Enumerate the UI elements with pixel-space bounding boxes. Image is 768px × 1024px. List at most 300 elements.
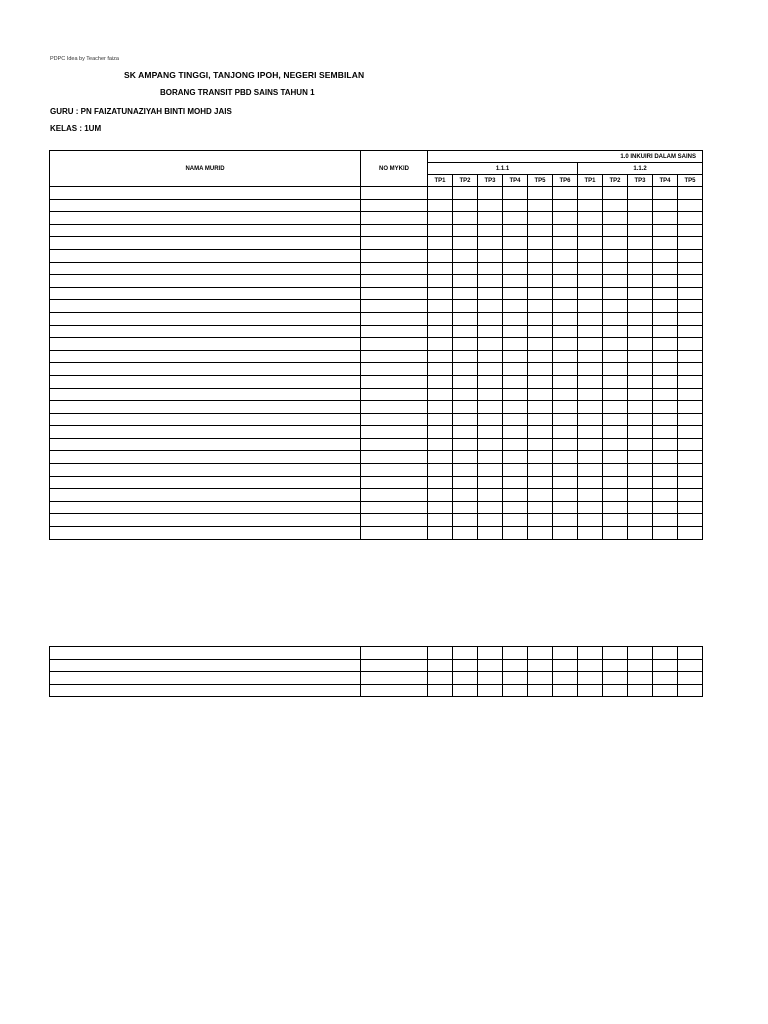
level-cell[interactable] [478, 325, 503, 338]
level-cell[interactable] [528, 224, 553, 237]
level-cell[interactable] [553, 501, 578, 514]
level-cell[interactable] [603, 325, 628, 338]
level-cell[interactable] [653, 451, 678, 464]
level-cell[interactable] [578, 312, 603, 325]
level-cell[interactable] [428, 401, 453, 414]
level-cell[interactable] [578, 338, 603, 351]
level-cell[interactable] [528, 350, 553, 363]
level-cell[interactable] [628, 275, 653, 288]
level-cell[interactable] [503, 438, 528, 451]
level-cell[interactable] [453, 476, 478, 489]
level-cell[interactable] [653, 647, 678, 660]
level-cell[interactable] [678, 413, 703, 426]
level-cell[interactable] [428, 684, 453, 697]
level-cell[interactable] [653, 350, 678, 363]
level-cell[interactable] [453, 350, 478, 363]
level-cell[interactable] [678, 659, 703, 672]
level-cell[interactable] [478, 438, 503, 451]
level-cell[interactable] [578, 438, 603, 451]
level-cell[interactable] [653, 489, 678, 502]
level-cell[interactable] [678, 451, 703, 464]
level-cell[interactable] [503, 338, 528, 351]
level-cell[interactable] [453, 388, 478, 401]
level-cell[interactable] [528, 401, 553, 414]
level-cell[interactable] [553, 237, 578, 250]
mykid-cell[interactable] [361, 659, 428, 672]
name-cell[interactable] [50, 451, 361, 464]
level-cell[interactable] [503, 388, 528, 401]
mykid-cell[interactable] [361, 375, 428, 388]
level-cell[interactable] [478, 312, 503, 325]
level-cell[interactable] [678, 426, 703, 439]
level-cell[interactable] [653, 426, 678, 439]
level-cell[interactable] [628, 363, 653, 376]
level-cell[interactable] [653, 476, 678, 489]
level-cell[interactable] [653, 212, 678, 225]
level-cell[interactable] [678, 300, 703, 313]
mykid-cell[interactable] [361, 426, 428, 439]
level-cell[interactable] [453, 224, 478, 237]
level-cell[interactable] [428, 262, 453, 275]
level-cell[interactable] [653, 312, 678, 325]
name-cell[interactable] [50, 237, 361, 250]
level-cell[interactable] [428, 501, 453, 514]
level-cell[interactable] [603, 312, 628, 325]
level-cell[interactable] [428, 325, 453, 338]
level-cell[interactable] [578, 350, 603, 363]
name-cell[interactable] [50, 476, 361, 489]
level-cell[interactable] [478, 212, 503, 225]
level-cell[interactable] [578, 684, 603, 697]
level-cell[interactable] [478, 199, 503, 212]
level-cell[interactable] [453, 275, 478, 288]
mykid-cell[interactable] [361, 262, 428, 275]
mykid-cell[interactable] [361, 325, 428, 338]
level-cell[interactable] [578, 262, 603, 275]
level-cell[interactable] [628, 388, 653, 401]
mykid-cell[interactable] [361, 338, 428, 351]
level-cell[interactable] [678, 199, 703, 212]
level-cell[interactable] [553, 426, 578, 439]
name-cell[interactable] [50, 684, 361, 697]
name-cell[interactable] [50, 527, 361, 540]
level-cell[interactable] [453, 426, 478, 439]
name-cell[interactable] [50, 375, 361, 388]
level-cell[interactable] [653, 413, 678, 426]
level-cell[interactable] [503, 312, 528, 325]
level-cell[interactable] [578, 388, 603, 401]
mykid-cell[interactable] [361, 501, 428, 514]
name-cell[interactable] [50, 363, 361, 376]
level-cell[interactable] [653, 438, 678, 451]
level-cell[interactable] [478, 249, 503, 262]
level-cell[interactable] [428, 464, 453, 477]
level-cell[interactable] [428, 672, 453, 685]
level-cell[interactable] [603, 413, 628, 426]
level-cell[interactable] [503, 224, 528, 237]
level-cell[interactable] [553, 527, 578, 540]
level-cell[interactable] [678, 375, 703, 388]
level-cell[interactable] [628, 325, 653, 338]
level-cell[interactable] [428, 476, 453, 489]
level-cell[interactable] [678, 262, 703, 275]
level-cell[interactable] [553, 350, 578, 363]
level-cell[interactable] [578, 249, 603, 262]
level-cell[interactable] [653, 464, 678, 477]
level-cell[interactable] [603, 212, 628, 225]
level-cell[interactable] [503, 287, 528, 300]
level-cell[interactable] [503, 464, 528, 477]
level-cell[interactable] [478, 672, 503, 685]
level-cell[interactable] [553, 489, 578, 502]
level-cell[interactable] [678, 224, 703, 237]
name-cell[interactable] [50, 262, 361, 275]
level-cell[interactable] [478, 501, 503, 514]
level-cell[interactable] [603, 199, 628, 212]
level-cell[interactable] [428, 199, 453, 212]
name-cell[interactable] [50, 212, 361, 225]
level-cell[interactable] [578, 527, 603, 540]
level-cell[interactable] [603, 262, 628, 275]
level-cell[interactable] [453, 413, 478, 426]
level-cell[interactable] [453, 237, 478, 250]
level-cell[interactable] [528, 438, 553, 451]
mykid-cell[interactable] [361, 401, 428, 414]
name-cell[interactable] [50, 514, 361, 527]
level-cell[interactable] [553, 659, 578, 672]
mykid-cell[interactable] [361, 312, 428, 325]
name-cell[interactable] [50, 275, 361, 288]
level-cell[interactable] [628, 287, 653, 300]
level-cell[interactable] [653, 375, 678, 388]
name-cell[interactable] [50, 300, 361, 313]
level-cell[interactable] [503, 237, 528, 250]
level-cell[interactable] [478, 262, 503, 275]
level-cell[interactable] [603, 659, 628, 672]
level-cell[interactable] [503, 212, 528, 225]
level-cell[interactable] [528, 338, 553, 351]
level-cell[interactable] [578, 212, 603, 225]
level-cell[interactable] [653, 401, 678, 414]
level-cell[interactable] [503, 527, 528, 540]
name-cell[interactable] [50, 338, 361, 351]
level-cell[interactable] [678, 647, 703, 660]
level-cell[interactable] [528, 325, 553, 338]
level-cell[interactable] [678, 438, 703, 451]
level-cell[interactable] [578, 363, 603, 376]
level-cell[interactable] [628, 375, 653, 388]
name-cell[interactable] [50, 187, 361, 200]
mykid-cell[interactable] [361, 287, 428, 300]
level-cell[interactable] [678, 212, 703, 225]
level-cell[interactable] [528, 476, 553, 489]
level-cell[interactable] [653, 249, 678, 262]
level-cell[interactable] [528, 451, 553, 464]
level-cell[interactable] [528, 514, 553, 527]
level-cell[interactable] [678, 672, 703, 685]
level-cell[interactable] [503, 672, 528, 685]
level-cell[interactable] [628, 426, 653, 439]
level-cell[interactable] [528, 187, 553, 200]
level-cell[interactable] [478, 187, 503, 200]
level-cell[interactable] [628, 438, 653, 451]
level-cell[interactable] [553, 338, 578, 351]
level-cell[interactable] [578, 647, 603, 660]
level-cell[interactable] [453, 672, 478, 685]
level-cell[interactable] [428, 275, 453, 288]
level-cell[interactable] [553, 514, 578, 527]
level-cell[interactable] [453, 451, 478, 464]
name-cell[interactable] [50, 659, 361, 672]
level-cell[interactable] [528, 426, 553, 439]
level-cell[interactable] [503, 401, 528, 414]
level-cell[interactable] [578, 489, 603, 502]
level-cell[interactable] [528, 212, 553, 225]
level-cell[interactable] [428, 527, 453, 540]
level-cell[interactable] [678, 325, 703, 338]
level-cell[interactable] [628, 672, 653, 685]
mykid-cell[interactable] [361, 672, 428, 685]
level-cell[interactable] [528, 413, 553, 426]
level-cell[interactable] [503, 350, 528, 363]
level-cell[interactable] [578, 659, 603, 672]
mykid-cell[interactable] [361, 527, 428, 540]
level-cell[interactable] [528, 684, 553, 697]
level-cell[interactable] [603, 375, 628, 388]
level-cell[interactable] [678, 237, 703, 250]
level-cell[interactable] [628, 300, 653, 313]
level-cell[interactable] [603, 287, 628, 300]
level-cell[interactable] [578, 451, 603, 464]
name-cell[interactable] [50, 413, 361, 426]
level-cell[interactable] [478, 527, 503, 540]
level-cell[interactable] [453, 300, 478, 313]
level-cell[interactable] [628, 527, 653, 540]
level-cell[interactable] [653, 527, 678, 540]
level-cell[interactable] [453, 199, 478, 212]
level-cell[interactable] [503, 501, 528, 514]
level-cell[interactable] [628, 187, 653, 200]
level-cell[interactable] [678, 401, 703, 414]
mykid-cell[interactable] [361, 464, 428, 477]
level-cell[interactable] [453, 527, 478, 540]
mykid-cell[interactable] [361, 224, 428, 237]
level-cell[interactable] [628, 338, 653, 351]
level-cell[interactable] [428, 647, 453, 660]
level-cell[interactable] [603, 426, 628, 439]
level-cell[interactable] [478, 647, 503, 660]
level-cell[interactable] [428, 237, 453, 250]
level-cell[interactable] [478, 363, 503, 376]
level-cell[interactable] [553, 375, 578, 388]
level-cell[interactable] [453, 489, 478, 502]
level-cell[interactable] [478, 401, 503, 414]
level-cell[interactable] [578, 275, 603, 288]
level-cell[interactable] [653, 514, 678, 527]
level-cell[interactable] [478, 350, 503, 363]
mykid-cell[interactable] [361, 199, 428, 212]
level-cell[interactable] [653, 300, 678, 313]
level-cell[interactable] [603, 501, 628, 514]
level-cell[interactable] [503, 684, 528, 697]
name-cell[interactable] [50, 350, 361, 363]
level-cell[interactable] [678, 363, 703, 376]
level-cell[interactable] [678, 275, 703, 288]
level-cell[interactable] [528, 489, 553, 502]
level-cell[interactable] [453, 212, 478, 225]
level-cell[interactable] [653, 672, 678, 685]
level-cell[interactable] [603, 350, 628, 363]
level-cell[interactable] [628, 451, 653, 464]
level-cell[interactable] [503, 647, 528, 660]
level-cell[interactable] [628, 350, 653, 363]
level-cell[interactable] [603, 438, 628, 451]
level-cell[interactable] [478, 489, 503, 502]
level-cell[interactable] [453, 363, 478, 376]
name-cell[interactable] [50, 249, 361, 262]
level-cell[interactable] [678, 249, 703, 262]
level-cell[interactable] [453, 262, 478, 275]
level-cell[interactable] [478, 338, 503, 351]
mykid-cell[interactable] [361, 275, 428, 288]
level-cell[interactable] [603, 672, 628, 685]
level-cell[interactable] [453, 249, 478, 262]
level-cell[interactable] [553, 413, 578, 426]
level-cell[interactable] [453, 401, 478, 414]
level-cell[interactable] [503, 451, 528, 464]
level-cell[interactable] [653, 388, 678, 401]
level-cell[interactable] [653, 187, 678, 200]
level-cell[interactable] [578, 224, 603, 237]
level-cell[interactable] [603, 237, 628, 250]
level-cell[interactable] [553, 224, 578, 237]
level-cell[interactable] [678, 338, 703, 351]
level-cell[interactable] [678, 312, 703, 325]
level-cell[interactable] [628, 401, 653, 414]
level-cell[interactable] [453, 187, 478, 200]
level-cell[interactable] [528, 262, 553, 275]
level-cell[interactable] [678, 514, 703, 527]
name-cell[interactable] [50, 438, 361, 451]
level-cell[interactable] [603, 401, 628, 414]
name-cell[interactable] [50, 287, 361, 300]
level-cell[interactable] [453, 312, 478, 325]
level-cell[interactable] [628, 501, 653, 514]
level-cell[interactable] [478, 224, 503, 237]
level-cell[interactable] [603, 275, 628, 288]
level-cell[interactable] [653, 501, 678, 514]
mykid-cell[interactable] [361, 451, 428, 464]
level-cell[interactable] [603, 338, 628, 351]
level-cell[interactable] [503, 275, 528, 288]
level-cell[interactable] [628, 199, 653, 212]
level-cell[interactable] [528, 659, 553, 672]
level-cell[interactable] [453, 338, 478, 351]
name-cell[interactable] [50, 199, 361, 212]
level-cell[interactable] [553, 464, 578, 477]
level-cell[interactable] [628, 249, 653, 262]
name-cell[interactable] [50, 647, 361, 660]
level-cell[interactable] [603, 647, 628, 660]
level-cell[interactable] [553, 451, 578, 464]
level-cell[interactable] [653, 325, 678, 338]
level-cell[interactable] [428, 489, 453, 502]
level-cell[interactable] [553, 249, 578, 262]
level-cell[interactable] [553, 388, 578, 401]
level-cell[interactable] [503, 199, 528, 212]
level-cell[interactable] [553, 187, 578, 200]
level-cell[interactable] [528, 275, 553, 288]
level-cell[interactable] [528, 501, 553, 514]
level-cell[interactable] [453, 438, 478, 451]
level-cell[interactable] [428, 187, 453, 200]
level-cell[interactable] [628, 464, 653, 477]
level-cell[interactable] [553, 262, 578, 275]
level-cell[interactable] [428, 224, 453, 237]
level-cell[interactable] [478, 451, 503, 464]
level-cell[interactable] [453, 514, 478, 527]
level-cell[interactable] [528, 363, 553, 376]
level-cell[interactable] [428, 338, 453, 351]
level-cell[interactable] [603, 514, 628, 527]
level-cell[interactable] [603, 451, 628, 464]
level-cell[interactable] [578, 199, 603, 212]
level-cell[interactable] [503, 426, 528, 439]
level-cell[interactable] [603, 684, 628, 697]
level-cell[interactable] [428, 350, 453, 363]
level-cell[interactable] [678, 501, 703, 514]
level-cell[interactable] [653, 684, 678, 697]
level-cell[interactable] [603, 249, 628, 262]
level-cell[interactable] [628, 489, 653, 502]
level-cell[interactable] [528, 388, 553, 401]
level-cell[interactable] [528, 464, 553, 477]
level-cell[interactable] [478, 287, 503, 300]
mykid-cell[interactable] [361, 237, 428, 250]
mykid-cell[interactable] [361, 514, 428, 527]
level-cell[interactable] [528, 375, 553, 388]
level-cell[interactable] [503, 249, 528, 262]
level-cell[interactable] [653, 287, 678, 300]
level-cell[interactable] [453, 375, 478, 388]
level-cell[interactable] [628, 647, 653, 660]
level-cell[interactable] [478, 237, 503, 250]
level-cell[interactable] [653, 237, 678, 250]
level-cell[interactable] [578, 237, 603, 250]
level-cell[interactable] [478, 464, 503, 477]
level-cell[interactable] [578, 672, 603, 685]
level-cell[interactable] [553, 476, 578, 489]
name-cell[interactable] [50, 672, 361, 685]
level-cell[interactable] [553, 275, 578, 288]
level-cell[interactable] [428, 287, 453, 300]
level-cell[interactable] [603, 187, 628, 200]
level-cell[interactable] [478, 426, 503, 439]
mykid-cell[interactable] [361, 438, 428, 451]
level-cell[interactable] [478, 300, 503, 313]
level-cell[interactable] [678, 527, 703, 540]
level-cell[interactable] [678, 476, 703, 489]
level-cell[interactable] [503, 413, 528, 426]
level-cell[interactable] [453, 647, 478, 660]
level-cell[interactable] [478, 514, 503, 527]
mykid-cell[interactable] [361, 350, 428, 363]
level-cell[interactable] [553, 647, 578, 660]
level-cell[interactable] [603, 476, 628, 489]
level-cell[interactable] [428, 212, 453, 225]
mykid-cell[interactable] [361, 363, 428, 376]
level-cell[interactable] [628, 413, 653, 426]
